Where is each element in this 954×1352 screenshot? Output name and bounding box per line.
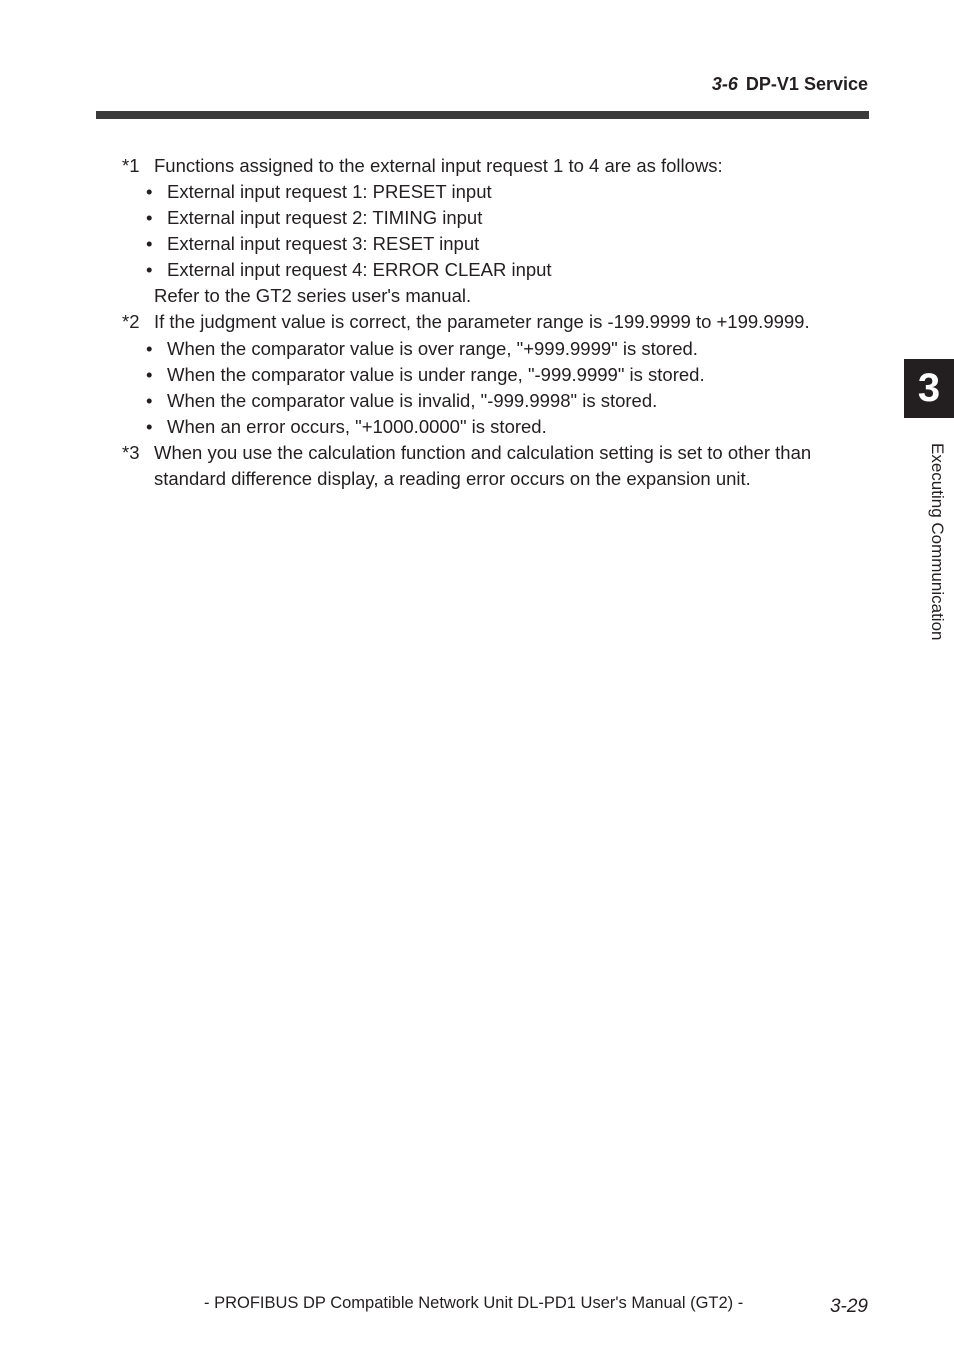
note-text: When you use the calculation function and calculation setting is set to other than: [154, 442, 812, 463]
bullet-icon: •: [146, 181, 153, 202]
note-text: Functions assigned to the external input request 1 to 4 are as follows:: [154, 155, 723, 176]
footer-manual-title: - PROFIBUS DP Compatible Network Unit DL-PD1 User's Manual (GT2) -: [204, 1294, 744, 1312]
bullet-icon: •: [146, 207, 153, 228]
bullet-icon: •: [146, 233, 153, 254]
list-item-text: When the comparator value is invalid, "-999.9998" is stored.: [167, 390, 658, 411]
list-item-text: External input request 2: TIMING input: [167, 207, 483, 228]
bullet-icon: •: [146, 364, 153, 385]
header-rule: [96, 111, 869, 119]
page-number: 3-29: [829, 1296, 868, 1317]
note-marker: *2: [122, 311, 140, 332]
bullet-icon: •: [146, 390, 153, 411]
bullet-icon: •: [146, 416, 153, 437]
running-header: [712, 74, 868, 95]
note-text: If the judgment value is correct, the parameter range is -199.9999 to +199.9999.: [154, 311, 810, 332]
list-item-text: When the comparator value is under range, "-999.9999" is stored.: [167, 364, 705, 385]
note-text: standard difference display, a reading error occurs on the expansion unit.: [154, 468, 751, 489]
list-item-text: When an error occurs, "+1000.0000" is stored.: [167, 416, 547, 437]
section-title: DP-V1 Service: [745, 74, 868, 94]
chapter-side-label: Executing Communication: [928, 443, 947, 641]
note-marker: *1: [122, 155, 140, 176]
list-item-text: External input request 3: RESET input: [167, 233, 480, 254]
note-marker: *3: [122, 442, 140, 463]
list-item-text: When the comparator value is over range, "+999.9999" is stored.: [167, 338, 698, 359]
list-item-text: External input request 1: PRESET input: [167, 181, 492, 202]
list-item-text: External input request 4: ERROR CLEAR input: [167, 259, 552, 280]
note-trailing-text: Refer to the GT2 series user's manual.: [154, 285, 472, 306]
bullet-icon: •: [146, 259, 153, 280]
bullet-icon: •: [146, 338, 153, 359]
section-number: 3-6: [711, 74, 738, 94]
chapter-tab: 3: [904, 359, 954, 418]
